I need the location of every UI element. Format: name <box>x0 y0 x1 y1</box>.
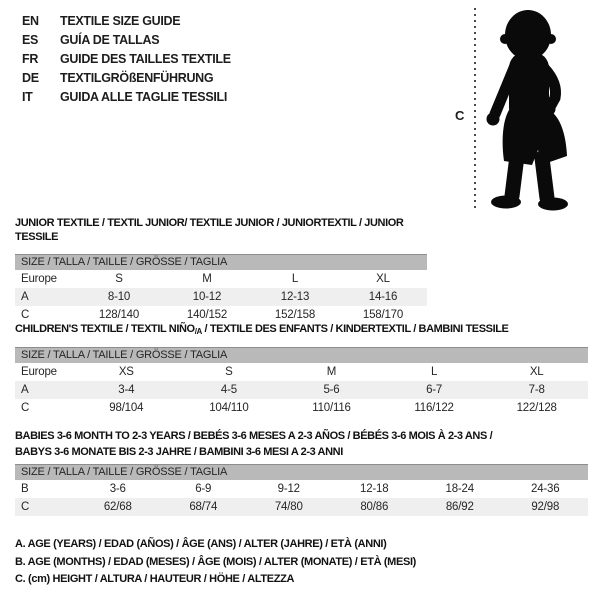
section-babies <box>15 428 588 516</box>
size-cell: 152/158 <box>274 309 316 321</box>
size-cell: 86/92 <box>445 501 474 513</box>
row-label: B <box>21 483 29 495</box>
legend-note-b: B. AGE (MONTHS) / EDAD (MESES) / ÂGE (MOIS) / ALTER (MONATE) / ETÀ (MESI) <box>15 555 416 568</box>
size-cell: 14-16 <box>368 291 398 303</box>
babies-size-table <box>15 464 588 516</box>
size-cell: 5-6 <box>323 384 340 396</box>
table-row <box>15 381 588 399</box>
table-row <box>15 363 588 381</box>
language-label: GUIDA ALLE TAGLIE TESSILI <box>60 89 228 104</box>
row-label: C <box>21 309 30 321</box>
junior-size-table <box>15 254 427 324</box>
size-cell: M <box>202 273 212 285</box>
section-children <box>15 322 588 417</box>
table-row <box>15 288 427 306</box>
language-label: TEXTILGRÖßENFÜHRUNG <box>60 70 214 85</box>
size-cell: XS <box>118 366 134 378</box>
size-cell: L <box>291 273 299 285</box>
row-label: C <box>21 402 30 414</box>
table-row <box>15 498 588 516</box>
size-cell: 92/98 <box>531 501 560 513</box>
size-cell: 3-4 <box>118 384 135 396</box>
row-label: Europe <box>21 273 57 285</box>
language-code: FR <box>22 51 39 66</box>
height-measure-label: C <box>455 108 465 123</box>
legend-notes <box>15 536 416 589</box>
size-cell: S <box>115 273 123 285</box>
section-title <box>15 428 588 460</box>
size-cell: 24-36 <box>531 483 560 495</box>
section-title <box>15 322 588 337</box>
size-cell: 18-24 <box>445 483 474 495</box>
language-row <box>22 68 231 87</box>
language-code: DE <box>22 70 39 85</box>
size-cell: 74/80 <box>274 501 303 513</box>
size-cell: 116/122 <box>414 402 454 414</box>
size-cell: 104/110 <box>209 402 249 414</box>
size-cell: XL <box>376 273 390 285</box>
language-row <box>22 11 231 30</box>
size-cell: XL <box>529 366 544 378</box>
table-row <box>15 270 427 288</box>
legend-note-a: A. AGE (YEARS) / EDAD (AÑOS) / ÂGE (ANS) / ALTER (JAHRE) / ETÀ (ANNI) <box>15 538 387 550</box>
language-code: ES <box>22 32 39 47</box>
children-size-table <box>15 347 588 417</box>
language-code: IT <box>22 89 33 104</box>
size-table-header: SIZE / TALLA / TAILLE / GRÖSSE / TAGLIA <box>15 464 588 480</box>
size-cell: L <box>430 366 438 378</box>
height-measure-dotted-line <box>474 8 476 212</box>
size-cell: S <box>225 366 233 378</box>
size-cell: 62/68 <box>103 501 132 513</box>
size-cell: 9-12 <box>277 483 300 495</box>
baby-silhouette-icon <box>483 8 575 212</box>
row-label: A <box>21 291 29 303</box>
size-table-header: SIZE / TALLA / TAILLE / GRÖSSE / TAGLIA <box>15 254 427 270</box>
section-title-line1: BABIES 3-6 MONTH TO 2-3 YEARS / BEBÉS 3-6 MESES A 2-3 AÑOS / BÉBÉS 3-6 MOIS À 2-3 ANS / <box>15 430 493 442</box>
size-cell: 4-5 <box>220 384 237 396</box>
size-cell: 12-13 <box>280 291 310 303</box>
section-junior <box>15 216 427 324</box>
section-title: JUNIOR TEXTILE / TEXTIL JUNIOR/ TEXTILE JUNIOR / JUNIORTEXTIL / JUNIOR TESSILE <box>15 217 404 243</box>
table-body <box>15 480 588 516</box>
table-row <box>15 399 588 417</box>
size-cell: 3-6 <box>109 483 126 495</box>
size-cell: 80/86 <box>360 501 389 513</box>
table-body <box>15 363 588 417</box>
row-label: C <box>21 501 30 513</box>
size-cell: 140/152 <box>186 309 228 321</box>
section-title-subscript: /A <box>194 327 202 336</box>
section-title-line2: BABYS 3-6 MONATE BIS 2-3 JAHRE / BAMBINI 3-6 MESI A 2-3 ANNI <box>15 446 343 458</box>
size-cell: 8-10 <box>107 291 131 303</box>
table-body <box>15 270 427 324</box>
legend-note-c: C. (cm) HEIGHT / ALTURA / HAUTEUR / HÖHE / ALTEZZA <box>15 573 295 585</box>
size-cell: 98/104 <box>109 402 144 414</box>
language-code: EN <box>22 13 39 28</box>
size-cell: 6-9 <box>195 483 212 495</box>
language-row <box>22 30 231 49</box>
size-cell: 68/74 <box>189 501 218 513</box>
language-label: GUÍA DE TALLAS <box>60 32 160 47</box>
size-cell: 12-18 <box>360 483 389 495</box>
section-title-text: CHILDREN'S TEXTILE / TEXTIL NIÑO <box>15 323 195 335</box>
size-cell: 6-7 <box>426 384 443 396</box>
section-title-text: / TEXTILE DES ENFANTS / KINDERTEXTIL / BAMBINI TESSILE <box>201 323 509 335</box>
size-cell: 158/170 <box>362 309 404 321</box>
size-cell: 10-12 <box>192 291 222 303</box>
row-label: A <box>21 384 29 396</box>
size-cell: 7-8 <box>528 384 545 396</box>
size-table-header: SIZE / TALLA / TAILLE / GRÖSSE / TAGLIA <box>15 347 588 363</box>
language-row <box>22 87 231 106</box>
size-cell: M <box>326 366 337 378</box>
size-cell: 128/140 <box>98 309 140 321</box>
language-label: GUIDE DES TAILLES TEXTILE <box>60 51 231 66</box>
size-cell: 110/116 <box>312 402 351 414</box>
table-row <box>15 480 588 498</box>
size-cell: 122/128 <box>516 402 557 414</box>
language-label: TEXTILE SIZE GUIDE <box>60 13 181 28</box>
row-label: Europe <box>21 366 57 378</box>
language-list <box>22 11 231 106</box>
language-row <box>22 49 231 68</box>
